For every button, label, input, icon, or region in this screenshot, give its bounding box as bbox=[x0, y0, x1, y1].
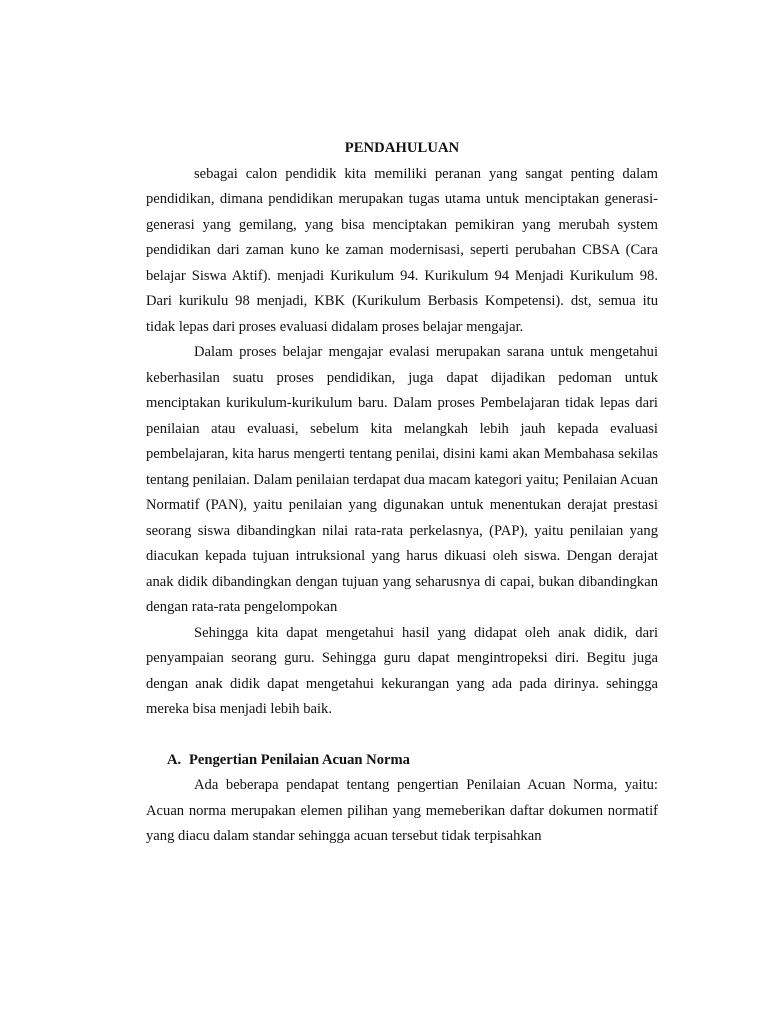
paragraph-intro: sebagai calon pendidik kita memiliki peranan yang sangat penting dalam pendidikan, dimana pendidikan merupakan tugas utama untuk menciptakan generasi-generasi yang gemilang, yang bisa menciptakan pemikiran yang merubah system pendidikan dari zaman kuno ke zaman modernisasi, seperti perubahan CBSA (Cara belajar Siswa Aktif). menjadi Kurikulum 94. Kurikulum 94 Menjadi Kurikulum 98. Dari kurikulu 98 menjadi, KBK (Kurikulum Berbasis Kompetensi). dst, semua itu tidak lepas dari proses evaluasi didalam proses belajar mengajar. bbox=[146, 165, 658, 335]
section-heading-text: Pengertian Penilaian Acuan Norma bbox=[189, 751, 410, 768]
page-title: PENDAHULUAN bbox=[344, 140, 460, 156]
section-heading bbox=[146, 748, 658, 774]
document-body bbox=[146, 136, 658, 850]
paragraph-section-a: Ada beberapa pendapat tentang pengertian Penilaian Acuan Norma, yaitu: Acuan norma merupakan elemen pilihan yang memeberikan daftar dokumen normatif yang diacu dalam standar sehingga acuan tersebut tidak terpisahkan bbox=[146, 777, 658, 844]
section-marker: A. bbox=[167, 751, 182, 768]
paragraph-conclusion: Sehingga kita dapat mengetahui hasil yang didapat oleh anak didik, dari penyampaian seorang guru. Sehingga guru dapat mengintropeksi diri. Begitu juga dengan anak didik dapat mengetahui kekurangan yang ada pada dirinya. sehingga mereka bisa menjadi lebih baik. bbox=[146, 624, 658, 717]
paragraph-evaluation: Dalam proses belajar mengajar evalasi merupakan sarana untuk mengetahui keberhasilan suatu proses pendidikan, juga dapat dijadikan pedoman untuk menciptakan kurikulum-kurikulum baru. Dalam proses Pembelajaran tidak lepas dari penilaian atau evaluasi, sebelum kita melangkah lebih jauh kepada evaluasi pembelajaran, kita harus mengerti tentang penilai, disini kami akan Membahasa sekilas tentang penilaian. Dalam penilaian terdapat dua macam kategori yaitu; Penilaian Acuan Normatif (PAN), yaitu penilaian yang digunakan untuk menentukan derajat prestasi seorang siswa dibandingkan nilai rata-rata perkelasnya, (PAP), yaitu penilaian yang diacukan kepada tujuan intruksional yang harus dikuasi oleh siswa. Dengan derajat anak didik dibandingkan dengan tujuan yang seharusnya di capai, bukan dibandingkan dengan rata-rata pengelompokan bbox=[146, 344, 658, 615]
